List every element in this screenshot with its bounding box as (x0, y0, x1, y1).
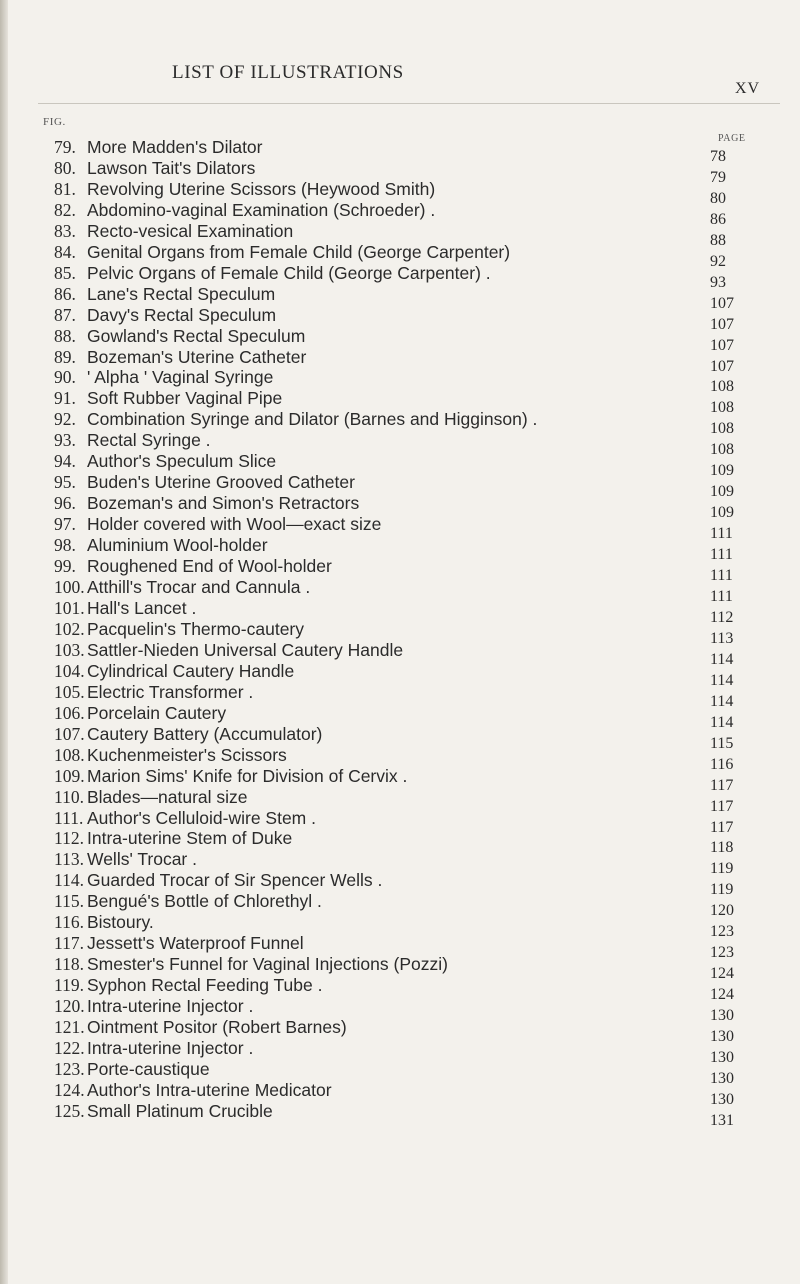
illustrations-list (0, 137, 800, 1129)
figure-number: 95. (54, 472, 76, 493)
page-number: 109 (710, 504, 734, 522)
figure-caption: Porte-caustique (87, 1058, 210, 1079)
list-item (0, 996, 800, 1025)
list-item (0, 556, 800, 585)
figure-caption: Small Platinum Crucible (87, 1100, 273, 1121)
list-item (0, 828, 800, 857)
list-item (0, 870, 800, 899)
figure-number: 79. (54, 137, 76, 157)
figure-number: 102. (54, 618, 85, 639)
figure-caption: Bozeman's and Simon's Retractors (87, 493, 360, 514)
figure-caption: Gowland's Rectal Speculum (87, 325, 306, 346)
figure-number: 125. (54, 1100, 85, 1121)
list-item (0, 933, 800, 962)
figure-number: 80. (54, 157, 76, 178)
list-item (0, 178, 800, 207)
figure-number: 85. (54, 262, 76, 283)
figure-caption: Kuchenmeister's Scissors (87, 744, 287, 765)
figure-number: 83. (54, 220, 76, 241)
figure-caption: More Madden's Dilator (87, 137, 263, 157)
figure-caption: Lane's Rectal Speculum (87, 283, 276, 304)
page-number: 111 (710, 567, 733, 585)
list-item (0, 137, 800, 165)
figure-caption: Holder covered with Wool—exact size (87, 514, 382, 535)
figure-number: 94. (54, 451, 76, 472)
page-number: 108 (710, 399, 734, 417)
page-number: 117 (710, 818, 734, 836)
figure-number: 82. (54, 199, 76, 220)
page-number: 115 (710, 734, 734, 752)
figure-caption: Soft Rubber Vaginal Pipe (87, 388, 283, 409)
figure-caption: Smester's Funnel for Vaginal Injections (Pozzi) (87, 954, 448, 975)
figure-number: 124. (54, 1079, 85, 1100)
figure-number: 120. (54, 996, 85, 1017)
figure-caption: Intra-uterine Stem of Duke (87, 828, 293, 849)
list-item (0, 577, 800, 606)
list-item (0, 430, 800, 459)
page-number: 108 (710, 420, 734, 438)
figure-caption: Guarded Trocar of Sir Spencer Wells . (87, 870, 383, 891)
page-number: 124 (710, 965, 734, 983)
list-item (0, 681, 800, 710)
page-number: 92 (710, 252, 726, 270)
page-number: 130 (710, 1090, 734, 1108)
page-number: 116 (710, 755, 734, 773)
figure-caption: Abdomino-vaginal Examination (Schroeder) . (87, 199, 436, 220)
figure-number: 113. (54, 849, 84, 870)
figure-number: 118. (54, 954, 84, 975)
page-number: 86 (710, 210, 726, 228)
page-number: 107 (710, 294, 734, 312)
page-number: 117 (710, 797, 734, 815)
page-number: 107 (710, 357, 734, 375)
page-number: 114 (710, 650, 734, 668)
list-item (0, 891, 800, 920)
page-number: 88 (710, 231, 726, 249)
list-item (0, 1058, 800, 1087)
list-item (0, 954, 800, 983)
figure-number: 104. (54, 660, 85, 681)
figure-caption: Rectal Syringe . (87, 430, 211, 451)
list-item (0, 388, 800, 417)
list-item (0, 409, 800, 438)
figure-caption: Electric Transformer . (87, 681, 254, 702)
figure-number: 88. (54, 325, 76, 346)
list-item (0, 199, 800, 228)
list-item (0, 639, 800, 668)
figure-caption: Ointment Positor (Robert Barnes) (87, 1017, 347, 1038)
header-rule (38, 103, 780, 104)
list-item (0, 241, 800, 270)
page-number: 118 (710, 839, 734, 857)
figure-number: 100. (54, 577, 85, 598)
list-item (0, 702, 800, 731)
figure-number: 92. (54, 409, 76, 430)
page-number: 79 (710, 168, 726, 186)
page-number: 109 (710, 483, 734, 501)
list-item (0, 1037, 800, 1066)
list-item (0, 723, 800, 752)
page-number: 114 (710, 713, 734, 731)
figure-caption: Intra-uterine Injector . (87, 1037, 254, 1058)
figure-number: 99. (54, 556, 76, 577)
list-item (0, 912, 800, 941)
page-number: 123 (710, 944, 734, 962)
figure-caption: Author's Celluloid-wire Stem . (87, 807, 316, 828)
list-item (0, 849, 800, 878)
figure-caption: Aluminium Wool-holder (87, 535, 268, 556)
page-number: 113 (710, 629, 734, 647)
figure-number: 112. (54, 828, 84, 849)
list-item (0, 786, 800, 815)
figure-caption: Jessett's Waterproof Funnel (87, 933, 304, 954)
list-item (0, 262, 800, 291)
figure-number: 90. (54, 367, 76, 388)
figure-number: 115. (54, 891, 84, 912)
figure-caption: Sattler-Nieden Universal Cautery Handle (87, 639, 404, 660)
figure-caption: Wells' Trocar . (87, 849, 197, 870)
figure-number: 96. (54, 493, 76, 514)
list-item (0, 744, 800, 773)
figure-number: 87. (54, 304, 76, 325)
figure-number: 93. (54, 430, 76, 451)
page-number: 130 (710, 1007, 734, 1025)
figure-caption: Cylindrical Cautery Handle (87, 660, 295, 681)
figure-caption: Pacquelin's Thermo-cautery (87, 618, 305, 639)
page-number: 114 (710, 692, 734, 710)
page-number: 108 (710, 441, 734, 459)
figure-caption: Marion Sims' Knife for Division of Cervix . (87, 765, 408, 786)
list-item (0, 807, 800, 836)
page-number: 130 (710, 1028, 734, 1046)
list-item (0, 157, 800, 186)
list-item (0, 514, 800, 543)
figure-caption: Author's Intra-uterine Medicator (87, 1079, 332, 1100)
fig-column-heading: FIG. (43, 116, 66, 128)
figure-number: 107. (54, 723, 85, 744)
list-item (0, 765, 800, 794)
figure-caption: Blades—natural size (87, 786, 248, 807)
page-number: 130 (710, 1048, 734, 1066)
figure-number: 81. (54, 178, 76, 199)
figure-caption: Author's Speculum Slice (87, 451, 277, 472)
list-item (0, 1017, 800, 1046)
figure-caption: Davy's Rectal Speculum (87, 304, 277, 325)
figure-caption: Porcelain Cautery (87, 702, 227, 723)
figure-caption: Revolving Uterine Scissors (Heywood Smith) (87, 178, 436, 199)
figure-caption: Combination Syringe and Dilator (Barnes and Higginson) . (87, 409, 538, 430)
page-number: 111 (710, 588, 733, 606)
list-item (0, 325, 800, 354)
list-item (0, 451, 800, 480)
page-number: 114 (710, 671, 734, 689)
list-item (0, 283, 800, 312)
page-number: 124 (710, 986, 734, 1004)
page-number: 117 (710, 776, 734, 794)
figure-number: 109. (54, 765, 85, 786)
list-item (0, 472, 800, 501)
page-number-roman: XV (735, 80, 761, 97)
list-item (0, 660, 800, 689)
page-number: 93 (710, 273, 726, 291)
figure-caption: ' Alpha ' Vaginal Syringe (87, 367, 274, 388)
figure-number: 114. (54, 870, 84, 891)
list-item (0, 346, 800, 375)
figure-caption: Bengué's Bottle of Chlorethyl . (87, 891, 322, 912)
figure-caption: Cautery Battery (Accumulator) (87, 723, 323, 744)
figure-caption: Intra-uterine Injector . (87, 996, 254, 1017)
figure-number: 98. (54, 535, 76, 556)
page-number: 107 (710, 336, 734, 354)
page-number: 108 (710, 378, 734, 396)
figure-caption: Pelvic Organs of Female Child (George Carpenter) . (87, 262, 491, 283)
figure-number: 123. (54, 1058, 85, 1079)
page-number: 119 (710, 860, 734, 878)
figure-caption: Atthill's Trocar and Cannula . (87, 577, 311, 598)
figure-number: 103. (54, 639, 85, 660)
list-item (0, 1079, 800, 1108)
figure-caption: Bozeman's Uterine Catheter (87, 346, 307, 367)
figure-caption: Roughened End of Wool-holder (87, 556, 332, 577)
list-item (0, 304, 800, 333)
figure-number: 97. (54, 514, 76, 535)
list-item (0, 220, 800, 249)
page-number: 107 (710, 315, 734, 333)
list-item (0, 618, 800, 647)
page-number: 130 (710, 1069, 734, 1087)
page-number: 111 (710, 525, 733, 543)
page-number: 123 (710, 923, 734, 941)
page-title: LIST OF ILLUSTRATIONS (172, 62, 404, 83)
figure-number: 101. (54, 597, 85, 618)
figure-number: 84. (54, 241, 76, 262)
figure-caption: Buden's Uterine Grooved Catheter (87, 472, 355, 493)
page-number: 80 (710, 189, 726, 207)
figure-number: 105. (54, 681, 85, 702)
page-number: 120 (710, 902, 734, 920)
figure-caption: Lawson Tait's Dilators (87, 157, 256, 178)
figure-number: 122. (54, 1037, 85, 1058)
figure-caption: Hall's Lancet . (87, 597, 197, 618)
list-item (0, 975, 800, 1004)
figure-number: 86. (54, 283, 76, 304)
figure-number: 91. (54, 388, 76, 409)
figure-number: 116. (54, 912, 84, 933)
figure-number: 117. (54, 933, 84, 954)
page-column-heading: PAGE (718, 133, 746, 144)
list-item (0, 493, 800, 522)
figure-number: 108. (54, 744, 85, 765)
figure-caption: Syphon Rectal Feeding Tube . (87, 975, 323, 996)
page-number: 109 (710, 462, 734, 480)
figure-number: 106. (54, 702, 85, 723)
figure-number: 121. (54, 1017, 85, 1038)
figure-number: 110. (54, 786, 84, 807)
figure-number: 119. (54, 975, 84, 996)
figure-number: 89. (54, 346, 76, 367)
figure-caption: Genital Organs from Female Child (George Carpenter) (87, 241, 511, 262)
page-number: 112 (710, 608, 734, 626)
page-number: 111 (710, 546, 733, 564)
figure-number: 111. (54, 807, 84, 828)
running-header (0, 62, 800, 97)
page-number: 78 (710, 148, 726, 165)
figure-caption: Recto-vesical Examination (87, 220, 294, 241)
list-item (0, 1100, 800, 1129)
page-number: 131 (710, 1111, 734, 1129)
figure-caption: Bistoury. (87, 912, 154, 933)
page-number: 119 (710, 881, 734, 899)
list-item (0, 367, 800, 396)
list-item (0, 535, 800, 564)
